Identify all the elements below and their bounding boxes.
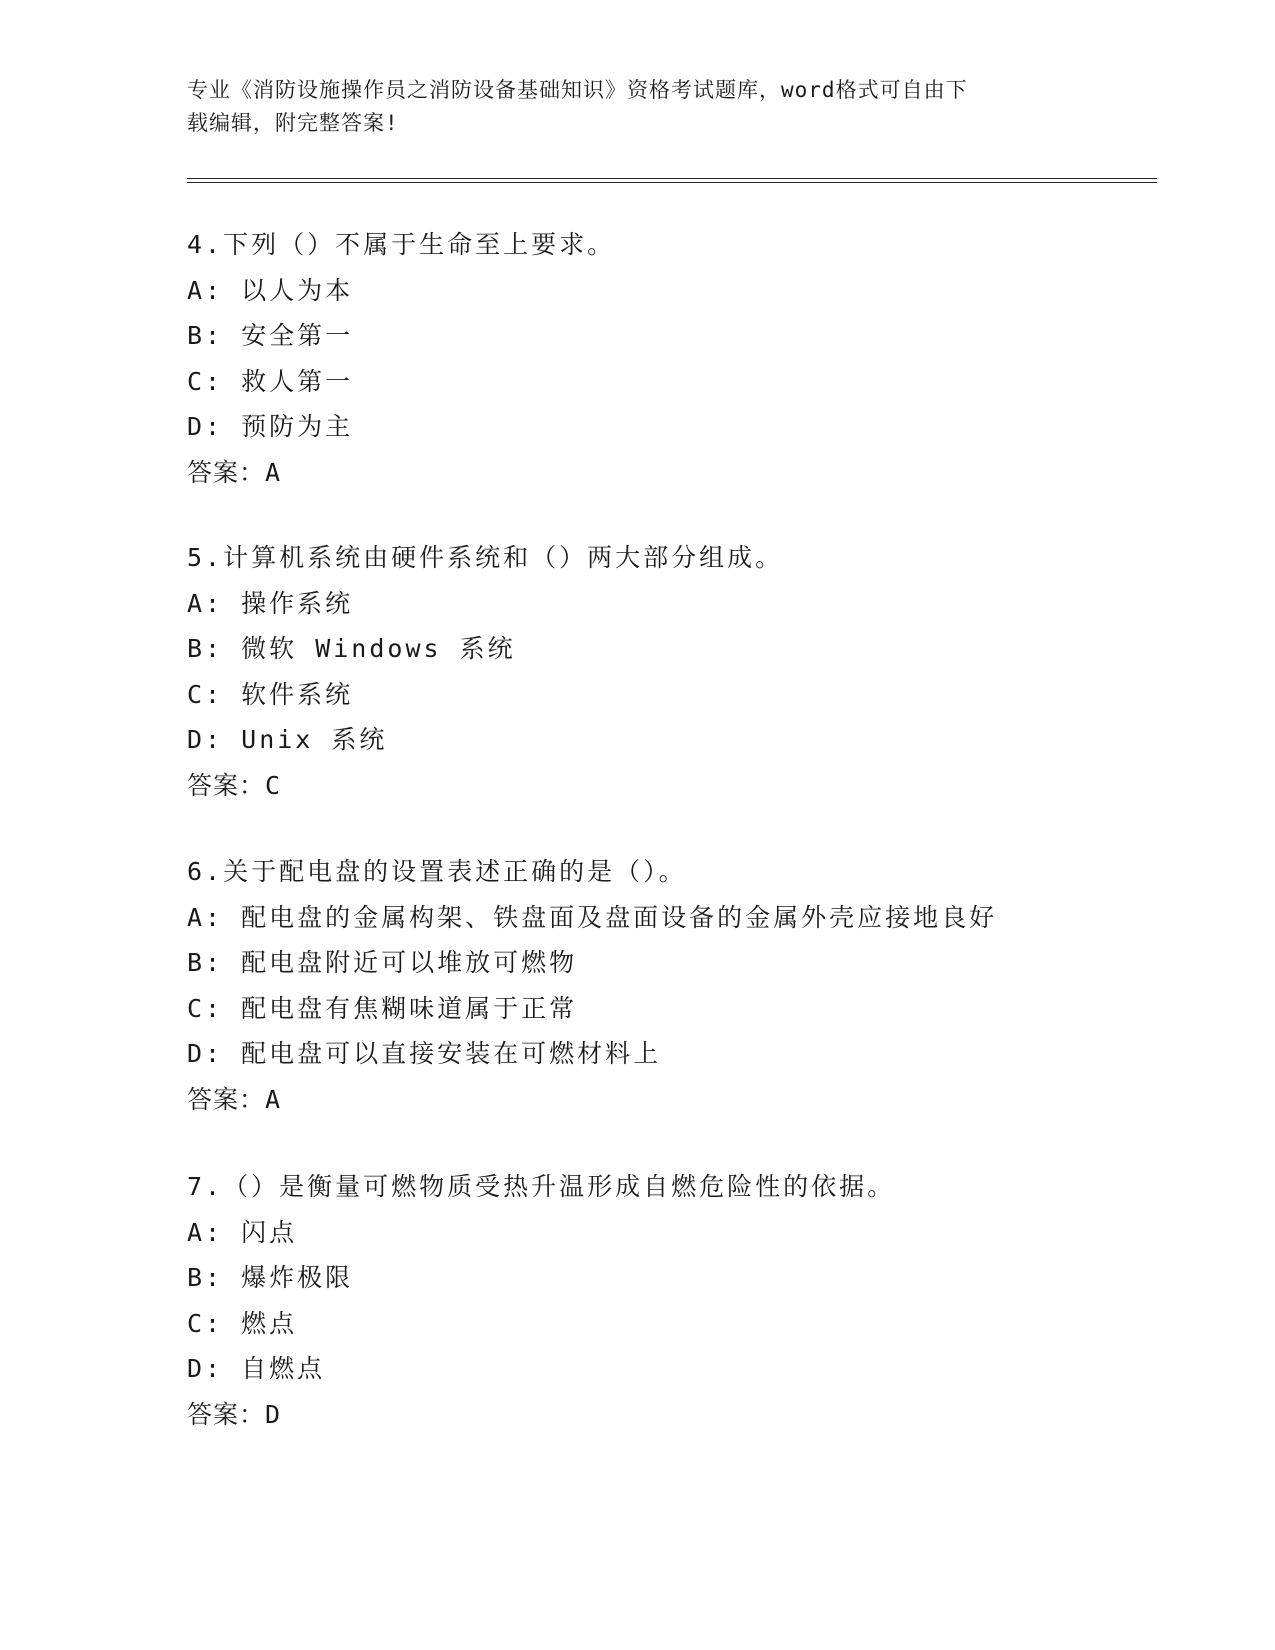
option-b: B: 配电盘附近可以堆放可燃物 <box>187 948 578 977</box>
option-b: B: 安全第一 <box>187 321 354 350</box>
option-d: D: 自燃点 <box>187 1354 326 1383</box>
option-d: D: 配电盘可以直接安装在可燃材料上 <box>187 1039 662 1068</box>
header-divider <box>187 178 1157 183</box>
answer-line <box>187 1392 1157 1438</box>
answer-value: D <box>265 1399 282 1429</box>
header-line-1: 专业《消防设施操作员之消防设备基础知识》资格考试题库，word格式可自由下 <box>187 78 968 102</box>
answer-label: 答案： <box>187 1399 266 1429</box>
answer-value: C <box>265 770 282 800</box>
option-c: C: 燃点 <box>187 1308 298 1338</box>
answer-line <box>187 450 1157 496</box>
question-stem: 7.（）是衡量可燃物质受热升温形成自燃危险性的依据。 <box>187 1172 896 1201</box>
option-a: A: 配电盘的金属构架、铁盘面及盘面设备的金属外壳应接地良好 <box>187 902 998 932</box>
question-stem: 6.关于配电盘的设置表述正确的是（）。 <box>187 857 687 886</box>
question-stem: 5.计算机系统由硬件系统和（）两大部分组成。 <box>187 543 784 572</box>
header-line-2: 载编辑，附完整答案! <box>187 111 399 135</box>
answer-label: 答案： <box>187 457 266 487</box>
answer-line <box>187 1077 1157 1123</box>
option-a: A: 闪点 <box>187 1217 298 1247</box>
answer-label: 答案： <box>187 770 266 800</box>
option-c: C: 救人第一 <box>187 366 354 396</box>
question-stem: 4.下列（）不属于生命至上要求。 <box>187 230 616 259</box>
option-d: D: 预防为主 <box>187 412 354 441</box>
question-block-7 <box>187 1164 1157 1437</box>
answer-value: A <box>265 1084 282 1114</box>
option-c: C: 软件系统 <box>187 679 354 709</box>
question-block-6 <box>187 849 1157 1122</box>
option-a: A: 以人为本 <box>187 275 354 305</box>
answer-value: A <box>265 457 282 487</box>
answer-line <box>187 763 1157 809</box>
option-b: B: 微软 Windows 系统 <box>187 634 516 663</box>
option-c: C: 配电盘有焦糊味道属于正常 <box>187 993 578 1023</box>
option-d: D: Unix 系统 <box>187 725 388 754</box>
document-header <box>187 74 1067 140</box>
answer-label: 答案： <box>187 1084 266 1114</box>
question-block-4 <box>187 222 1157 495</box>
option-b: B: 爆炸极限 <box>187 1263 354 1292</box>
question-block-5 <box>187 535 1157 808</box>
option-a: A: 操作系统 <box>187 588 354 618</box>
